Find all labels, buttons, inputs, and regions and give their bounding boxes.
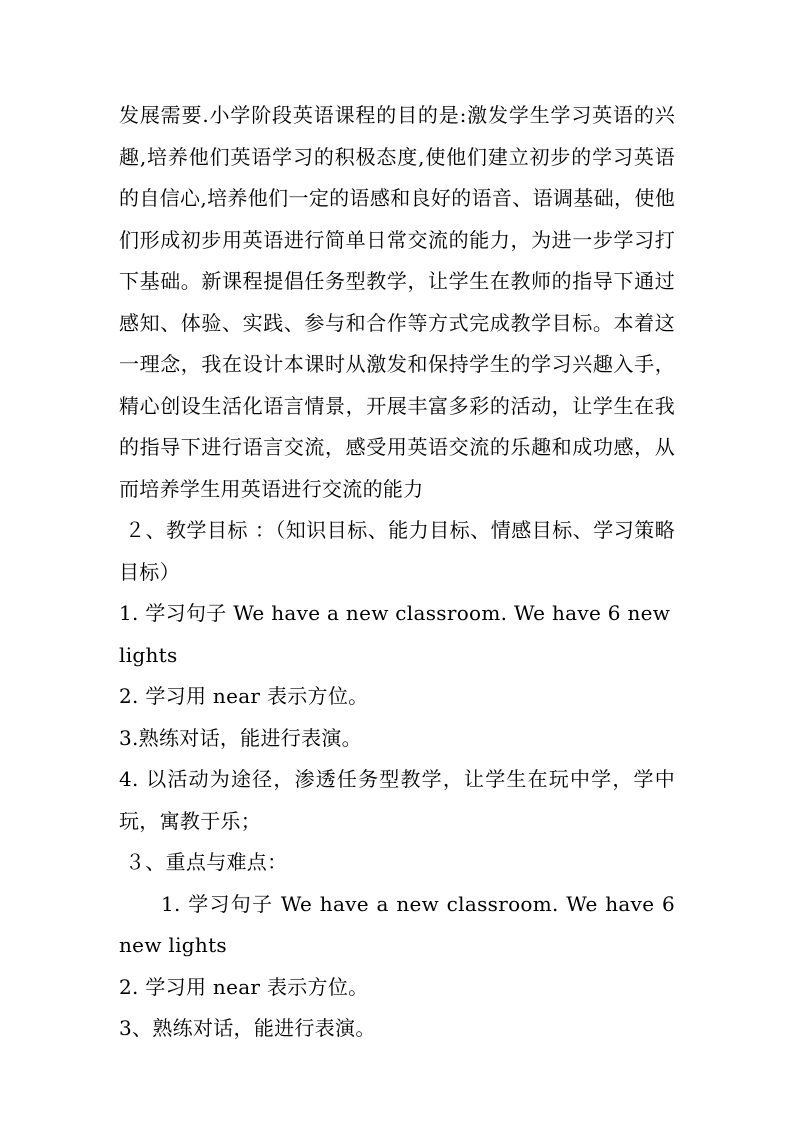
section-heading-key-points: ３、重点与难点： — [125, 850, 288, 874]
goal-item-3: 3.熟练对话，能进行表演。 — [119, 725, 362, 750]
key-point-item-3: 3、熟练对话，能进行表演。 — [119, 1016, 376, 1040]
goal-item-4: 4. 以活动为途径，渗透任务型教学，让学生在玩中学，学中玩，寓教于乐； — [119, 767, 675, 833]
section-heading-teaching-goals: ２、教学目标 ：（知识目标、能力目标、情感目标、学习策略目标） — [119, 518, 675, 584]
document-body — [119, 95, 675, 1050]
goal-item-1: 1. 学习句子 We have a new classroom. We have 6 new lights — [119, 601, 671, 667]
key-point-item-1: 1. 学习句子 We have a new classroom. We have 6 new lights — [119, 891, 675, 957]
intro-paragraph: 发展需要.小学阶段英语课程的目的是:激发学生学习英语的兴趣,培养他们英语学习的积极态度,使他们建立初步的学习英语的自信心,培养他们一定的语感和良好的语音、语调基础，使他们形成初步用英语进行简单日常交流的能力，为进一步学习打下基础。新课程提倡任务型教学，让学生在教师的指导下通过感知、体验、实践、参与和合作等方式完成教学目标。本着这一理念，我在设计本课时从激发和保持学生的学习兴趣入手，精心创设生活化语言情景，开展丰富多彩的活动，让学生在我的指导下进行语言交流，感受用英语交流的乐趣和成功感，从而培养学生用英语进行交流的能力 — [119, 103, 675, 501]
key-point-item-2: 2. 学习用 near 表示方位。 — [119, 974, 369, 999]
goal-item-2: 2. 学习用 near 表示方位。 — [119, 684, 369, 708]
